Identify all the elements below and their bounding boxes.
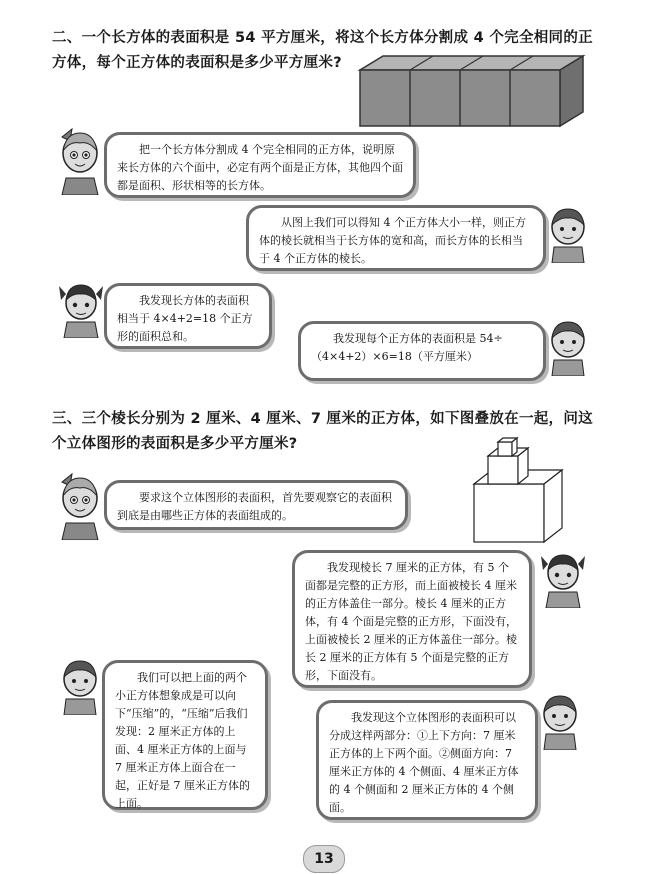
boy-avatar	[546, 203, 590, 263]
speech-bubble-girl-bow-2	[104, 480, 408, 530]
speech-bubble-boy-2	[298, 321, 546, 381]
bubble-text: 我发现棱长 7 厘米的正方体，有 5 个面都是完整的正方形，而上面被棱长 4 厘米的正方体盖住一部分。棱长 4 厘米的正方体，有 4 个面是完整的正方形，下面没有，上面被棱长 2 厘米的正方体盖住一部分。棱长 2 厘米的正方体有 5 个面是完整的正方形，下面没有。	[305, 561, 517, 682]
bubble-text: 我发现这个立体图形的表面积可以分成这样两部分：①上下方向：7 厘米正方体的上下两个面。②侧面方向：7 厘米正方体的 4 个侧面、4 厘米正方体的 4 个侧面和 2 厘米正方体的 4 个侧面。	[329, 711, 519, 814]
boy-avatar-3	[58, 655, 102, 715]
girl-with-pigtails-avatar	[58, 278, 104, 338]
speech-bubble-boy-4	[316, 700, 538, 820]
speech-bubble-boy-3	[102, 660, 268, 810]
stacked-cubes-figure	[470, 436, 566, 546]
boy-avatar-4	[538, 690, 582, 750]
cuboid-figure	[355, 54, 595, 128]
question-2-line1: 二、一个长方体的表面积是 54 平方厘米，将这个长方体分割成 4 个完全相同的正	[52, 30, 593, 46]
girl-with-bow-avatar-2	[56, 468, 104, 540]
bubble-text: 把一个长方体分割成 4 个完全相同的正方体，说明原来长方体的六个面中，必定有两个面是正方体，其他四个面都是面积、形状相等的长方体。	[117, 143, 403, 192]
speech-bubble-girl-pigtails-2	[292, 550, 532, 688]
bubble-text: 我发现每个正方体的表面积是 54÷（4×4+2）×6=18（平方厘米）	[311, 332, 503, 363]
speech-bubble-girl-bow-1	[104, 132, 416, 198]
question-2-line2: 方体，每个正方体的表面积是多少平方厘米?	[52, 55, 342, 71]
question-3-line1: 三、三个棱长分别为 2 厘米、4 厘米、7 厘米的正方体，如下图叠放在一起，问这	[52, 411, 593, 427]
bubble-text: 我发现长方体的表面积相当于 4×4+2=18 个正方形的面积总和。	[117, 294, 253, 343]
page-number: 13	[303, 845, 345, 873]
speech-bubble-boy-1	[246, 205, 546, 271]
question-3-line2: 个立体图形的表面积是多少平方厘米?	[52, 436, 298, 452]
bubble-text: 从图上我们可以得知 4 个正方体大小一样，则正方体的棱长就相当于长方体的宽和高，而长方体的长相当于 4 个正方体的棱长。	[259, 216, 526, 265]
boy-avatar-2	[546, 316, 590, 376]
speech-bubble-girl-pigtails-1	[104, 283, 272, 349]
bubble-text: 要求这个立体图形的表面积，首先要观察它的表面积到底是由哪些正方体的表面组成的。	[117, 491, 392, 522]
bubble-text: 我们可以把上面的两个小正方体想象成是可以向下“压缩”的，“压缩”后我们发现：2 厘米正方体的上面、4 厘米正方体的上面与 7 厘米正方体上面合在一起，正好是 7 厘米正方体的上面。	[115, 671, 250, 810]
girl-with-pigtails-avatar-2	[540, 548, 586, 608]
girl-with-bow-avatar	[56, 123, 104, 195]
